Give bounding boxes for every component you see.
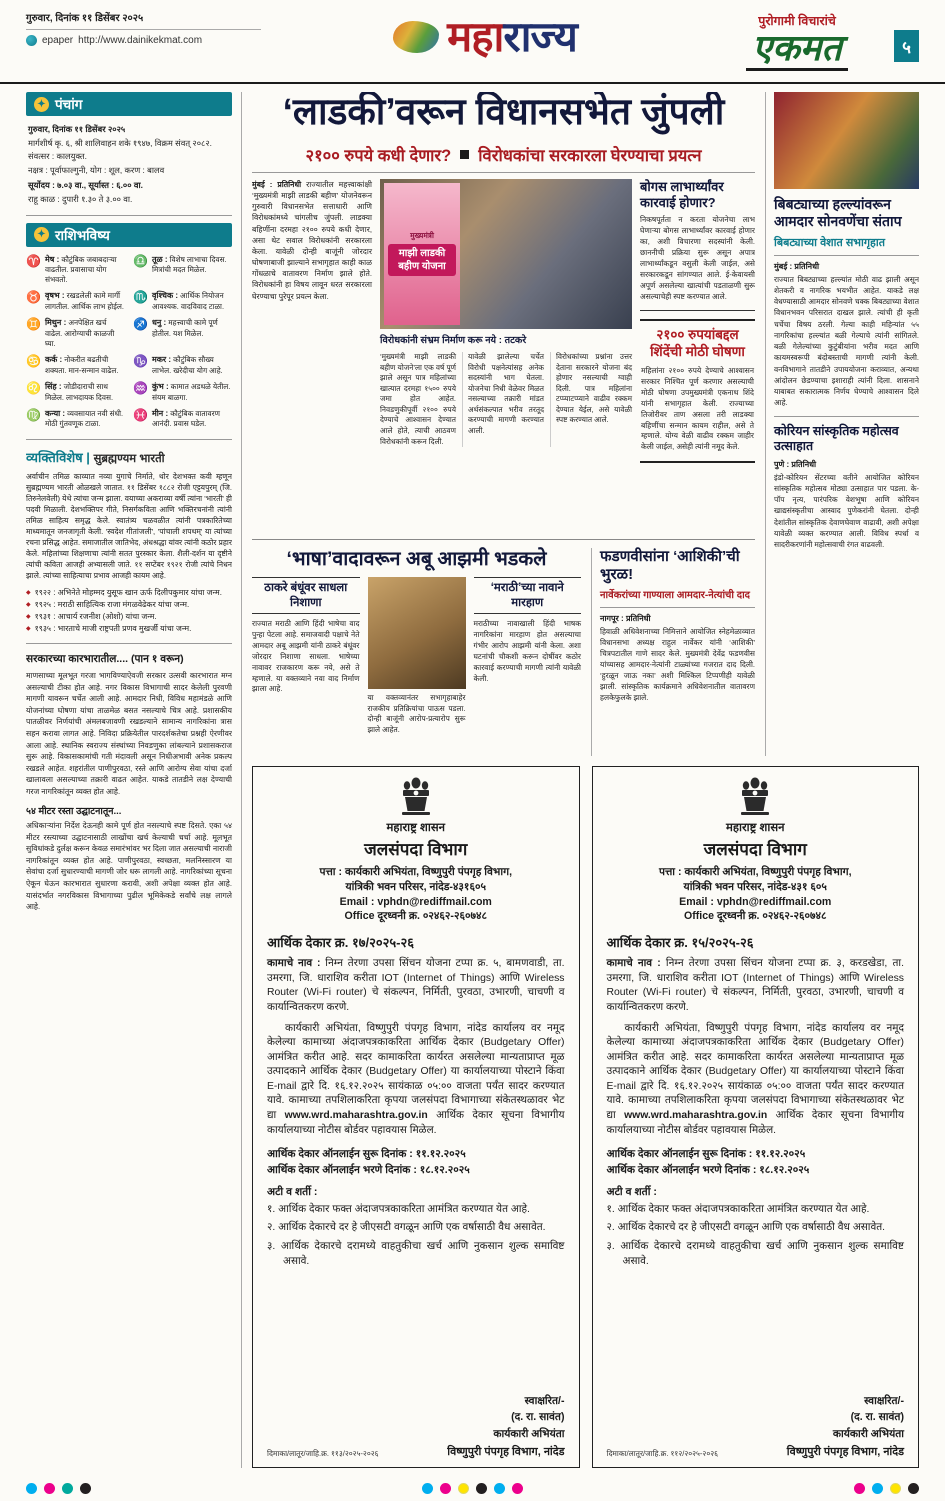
page-header: [0, 0, 945, 84]
rashi-item: [26, 355, 125, 376]
lead-col4: विरोधकांच्या प्रश्नांना उत्तर देताना सरकारने योजना बंद होणार नसल्याची ग्वाही दिली. पात्र महिलांना टप्प्याटप्प्याने वाढीव रक्कम देण्यात येईल, असे यावेळी स्पष्ट करण्यात आले.: [550, 352, 632, 447]
rashi-text: कौटुंबिक सौख्य लाभेल. खरेदीचा योग आहे.: [151, 354, 223, 375]
globe-icon: [26, 35, 37, 46]
rashi-name: सिंह :: [44, 381, 62, 391]
tender-dept: जलसंपदा विभाग: [364, 840, 468, 859]
tender-sign-title: कार्यकारी अभियंता: [493, 1427, 565, 1440]
tender-term: २. आर्थिक देकारचे दर हे जीएसटी वगळून आणि एक वर्षासाठी वैध असावेत.: [267, 1222, 546, 1234]
leopard-protest-photo: [774, 92, 919, 189]
aries-icon: ♈: [26, 253, 41, 268]
aquarius-icon: ♒: [133, 380, 148, 395]
lead-col2: ‘मुख्यमंत्री माझी लाडकी बहीण योजने’ला एक वर्ष पूर्ण झाले असून पात्र महिलांच्या खात्यात दरमहा १५०० रुपये जमा होत आहेत. निवडणुकीपूर्वी २१०० रुपये देण्याचे आश्वासन देण्यात आले होते, त्याची आठवण विरोधकांनी करून दिली.: [380, 351, 456, 446]
panchang-header: [26, 92, 232, 116]
bhasha-headline: ‘भाषा’वादावरून अबू आझमी भडकले: [286, 547, 547, 570]
sagittarius-icon: ♐: [133, 317, 148, 332]
vyakti-title: व्यक्तिविशेष |: [26, 450, 90, 466]
rashi-name: तूळ :: [151, 254, 168, 264]
lead-headline: ‘लाडकी’वरून विधानसभेत जुंपली: [282, 92, 725, 132]
abu-azmi-photo: [368, 577, 466, 689]
continued-body2: अधिकाऱ्यांना निर्देश देऊनही कामे पूर्ण होत नसल्याचे स्पष्ट दिसते. एका ५४ मीटर रस्त्याच्या उद्घाटनासाठी लाखोंचा खर्च केल्याची चर्चा आहे. मूलभूत सुविधांकडे दुर्लक्ष करून केवळ समारंभांवर भर दिला जात असल्याची नाराजी नागरिकांतून व्यक्त होत आहे. पाणीपुरवठा, स्वच्छता, मलनिस्सारण या सेवांचा दर्जा सुधारण्याची मागणी जोर धरू लागली आहे. नागरिकांच्या सूचना ऐकून घेऊन कारभारात सुधारणा करावी, अशी अपेक्षा व्यक्त होत आहे. यासंदर्भात नगरविकास विभागाच्या पुढील भूमिकेकडे सर्वांचे लक्ष लागले आहे.: [26, 821, 232, 912]
continued-subhead: ५४ मीटर रस्ता उद्घाटनातून...: [26, 806, 122, 818]
lead-dateline: मुंबई : प्रतिनिधी: [252, 179, 302, 189]
capricorn-icon: ♑: [133, 353, 148, 368]
tender-terms-title: अटी व शर्ती :: [606, 1185, 657, 1198]
rashi-item: [133, 409, 232, 430]
rashi-item: [26, 318, 125, 349]
aashiqui-headline: फडणवीसांना ‘आशिकी’ची भुरळ!: [600, 547, 740, 584]
ashoka-emblem-icon: [738, 777, 772, 817]
date-line: गुरुवार, दिनांक ११ डिसेंबर २०२५: [26, 10, 261, 30]
lead-subhead: [252, 139, 755, 173]
bogus-box: [640, 179, 755, 312]
tender-work: [607, 957, 905, 1015]
korean-dateline: पुणे : प्रतिनिधी: [774, 459, 817, 469]
tender-address1: पत्ता : कार्यकारी अभियंता, विष्णुपुरी पंपगृह विभाग,: [658, 866, 852, 878]
ladki-bahin-poster: [384, 183, 460, 325]
tender-work-text: निम्न तेरणा उपसा सिंचन योजना टप्पा क्र. ५, बामणवाडी, ता. उमरगा, जि. धाराशिव करीता IOT (Internet of Things) आणि Wireless Router (Wi-Fi router) चे संकल्पन, निर्मिती, पुरवठा, उभारणी, चाचणी व कार्यान्वितकरण करणे.: [267, 958, 565, 1013]
shinde-box-body: महिलांना २१०० रुपये देण्याचे आश्वासन सरकार निश्चित पूर्ण करणार असल्याची मोठी घोषणा उपमुख्यमंत्री एकनाथ शिंदे यांनी सभागृहात केली. राज्याच्या तिजोरीवर ताण असला तरी लाडक्या बहिणींचा सन्मान कायम राहील, असे ते म्हणाले. योग्य वेळी वाढीव रक्कम जाहीर केली जाईल, असेही त्यांनी नमूद केले.: [641, 366, 754, 452]
gemini-icon: ♊: [26, 317, 41, 332]
bhasha-left-title: ठाकरे बंधूंवर साधला निशाणा: [252, 577, 360, 614]
reg-dot-magenta: [854, 1483, 865, 1494]
bullet-icon: ◆: [26, 590, 31, 597]
bhasha-left-body: राज्यात मराठी आणि हिंदी भाषेचा वाद पुन्हा पेटला आहे. समाजवादी पक्षाचे नेते आमदार अबू आझमी यांनी ठाकरे बंधूंवर जोरदार निशाणा साधला. भाषेच्या नावावर राजकारण करू नये, असे ते म्हणाले. या वक्तव्याने नवा वाद निर्माण झाला आहे.: [252, 619, 360, 694]
masthead-rajya: राज्य: [503, 13, 577, 60]
taurus-icon: ♉: [26, 290, 41, 305]
rashi-header: [26, 223, 232, 247]
masthead-title: [447, 13, 577, 60]
panchang-title: पंचांग: [55, 97, 83, 112]
tender-para2-text: आर्थिक देकार सूचना विभागीय कार्यालयाच्या नोटीस बोर्डवर पहावयास मिळेल.: [606, 1109, 905, 1136]
panchang-body: [26, 116, 232, 216]
event-text: १९३१ : आचार्य रजनीश (ओशो) यांचा जन्म.: [34, 612, 157, 622]
tender-sign-label: स्वाक्षरित/-: [864, 1394, 904, 1407]
tagline: पुरोगामी विचारांचे: [758, 14, 836, 28]
rashi-text: व्यवसायात नवी संधी. मोठी गुंतवणूक टाळा.: [44, 408, 124, 429]
bullet-icon: ◆: [26, 626, 31, 633]
vyakti-section: [26, 440, 232, 644]
lead-subhead-rest: विरोधकांचा सरकारला घेरण्याचा प्रयत्न: [478, 146, 702, 165]
tender-term: १. आर्थिक देकार फक्त अंदाजपत्रकाकरिता आमंत्रित करण्यात येत आहे.: [606, 1203, 870, 1215]
registration-marks: [26, 1483, 919, 1494]
tender-sign-label: स्वाक्षरित/-: [524, 1394, 565, 1407]
aashiqui-dateline: नागपूर : प्रतिनिधी: [600, 613, 651, 623]
aashiqui-story: [591, 548, 755, 756]
event-item: [26, 611, 232, 623]
ashoka-emblem-icon: [399, 777, 433, 817]
virgo-icon: ♍: [26, 407, 41, 422]
bogus-box-body: निकषपूर्तता न करता योजनेचा लाभ घेणाऱ्या बोगस लाभार्थ्यांवर कारवाई होणार का, अशी विचारणा सदस्यांनी केली. छाननीची प्रक्रिया सुरू असून अपात्र लाभार्थ्यांकडून वसुली केली जाईल, असे सरकारकडून सांगण्यात आले. ई-केवायसी अपूर्ण असलेल्या खात्यांची पडताळणी सुरू असल्याचेही स्पष्ट करण्यात आले.: [640, 215, 755, 311]
reg-dot-black: [80, 1483, 91, 1494]
tender-term: २. आर्थिक देकारचे दर हे जीएसटी वगळून आणि एक वर्षासाठी वैध असावेत.: [606, 1222, 886, 1234]
tender-term: ३. आर्थिक देकारचे दरामध्ये वाहतुकीचा खर्च आणि नुकसान शुल्क समाविष्ट असावे.: [267, 1241, 565, 1267]
maharashtra-map-graphic: [393, 21, 439, 53]
reg-dot-magenta: [44, 1483, 55, 1494]
leopard-body: राज्यात बिबट्याच्या हल्ल्यांत मोठी वाढ झाली असून शेतकरी व नागरिक भयभीत आहेत. याकडे लक्ष वेधण्यासाठी आमदार सोनवणे चक्क बिबट्याच्या वेशात विधानभवन परिसरात दाखल झाले. त्यांची ही कृती चर्चेचा विषय ठरली. गेल्या काही महिन्यांत ५५ नागरिकांचा हल्ल्यांत बळी गेल्याचे त्यांनी सांगितले. बळी गेलेल्यांच्या कुटुंबीयांना भरीव मदत आणि कायमस्वरूपी बंदोबस्ताची मागणी त्यांनी केली. वनविभागाने तातडीने उपाययोजना कराव्यात, अन्यथा आंदोलन छेडण्याचा इशाराही त्यांनी दिला. शासनाने याबाबत सकारात्मक निर्णय घेण्याचे आश्वासन दिले आहे.: [774, 274, 919, 417]
tender-work-text: निम्न तेरणा उपसा सिंचन योजना टप्पा क्र. ३, करडखेडा, ता. उमरगा, जि. धाराशिव करीता IOT (Internet of Things) आणि Wireless Router (Wi-Fi router) चे संकल्पन, निर्मिती, पुरवठा, उभारणी, चाचणी व कार्यान्वितकरण करणे.: [606, 958, 904, 1013]
reg-dot-cyan: [422, 1483, 433, 1494]
tender-term: १. आर्थिक देकार फक्त अंदाजपत्रकाकरिता आमंत्रित करण्यात येत आहे.: [267, 1203, 530, 1215]
rashi-name: मिथुन :: [44, 318, 67, 328]
rashi-item: [133, 291, 232, 312]
tender-date-start: आर्थिक देकार ऑनलाईन सुरू दिनांक : ११.१२.२०२५: [267, 1148, 466, 1161]
rashi-text: कौटुंबिक वातावरण आनंदी. प्रवास घडेल.: [151, 408, 221, 429]
tender-term: ३. आर्थिक देकारचे दरामध्ये वाहतुकीचा खर्च आणि नुकसान शुल्क समाविष्ट असावे.: [606, 1241, 904, 1267]
rashi-name: कन्या :: [44, 408, 66, 418]
tender-terms-title: अटी व शर्ती :: [267, 1185, 318, 1198]
leopard-dateline: मुंबई : प्रतिनिधी: [774, 261, 820, 271]
tender-website-link[interactable]: www.wrd.maharashtra.gov.in: [284, 1109, 428, 1121]
bullet-icon: ◆: [26, 602, 31, 609]
rashi-item: [133, 382, 232, 403]
reg-dot-black: [476, 1483, 487, 1494]
tender-date-start: आर्थिक देकार ऑनलाईन सुरू दिनांक : ११.१२.२०२५: [606, 1148, 806, 1161]
korean-headline: कोरियन सांस्कृतिक महोत्सव उत्साहात: [774, 423, 899, 454]
rashi-name: वृश्चिक :: [151, 291, 178, 301]
tender-date-end: आर्थिक देकार ऑनलाईन भरणे दिनांक : १८.१२.२०२५: [267, 1164, 470, 1177]
shinde-box-title: २१०० रुपयांबद्दल शिंदेंची मोठी घोषणा: [650, 327, 745, 360]
panchang-line: नक्षत्र : पूर्वाफाल्गुनी, योग : शूल, करण : बालव: [28, 165, 165, 176]
tender-address1: पत्ता : कार्यकारी अभियंता, विष्णुपुरी पंपगृह विभाग,: [319, 866, 513, 878]
continued-article: [26, 644, 232, 912]
lead-col1: [252, 179, 372, 531]
rashi-text: कामात अडथळे येतील. संयम बाळगा.: [151, 381, 231, 402]
tender-office-name: विष्णुपुरी पंपगृह विभाग, नांदेड: [786, 1446, 904, 1458]
poster-top-text: मुख्यमंत्री: [410, 231, 434, 241]
tender-notices: [252, 766, 919, 1468]
reg-group-left: [26, 1483, 91, 1494]
rashi-text: अनपेक्षित खर्च वाढेल. आरोग्याची काळजी घ्या.: [44, 318, 115, 348]
rashi-item: [26, 382, 125, 403]
event-text: १९३५ : भारताचे माजी राष्ट्रपती प्रणव मुखर्जी यांचा जन्म.: [34, 624, 192, 634]
rashi-name: कुंभ :: [151, 381, 169, 391]
panchang-icon: ✦: [34, 97, 49, 112]
vyakti-body: अर्वाचीन तमिळ काव्यात नव्या युगाचे निर्माते, थोर देशभक्त कवी म्हणून सुब्रह्मण्यम भारती ओळखले जातात. ११ डिसेंबर १८८२ रोजी एट्टयपुरम् (जि. तिरुनेलवेली) येथे त्यांचा जन्म झाला. वयाच्या अकराव्या वर्षी त्यांना 'भारती' ही पदवी मिळाली. देशभक्तिपर गीते, निसर्गकविता आणि भक्तिरचनांनी त्यांनी तमिळ साहित्य समृद्ध केले. स्वातंत्र्य चळवळीत त्यांनी पत्रकारितेच्या माध्यमातून जनजागृती केली. 'स्वदेश गीतांजली', 'पांचाली शपथम्' या त्यांच्या रचना प्रसिद्ध आहेत. समाजातील जातिभेद, अंधश्रद्धा यांवर त्यांनी कठोर प्रहार केले. महिलांच्या शिक्षणाचा त्यांनी सतत पुरस्कार केला. शैली-दर्शन या दृष्टीने त्यांची कविता आजही अभ्यासली जाते. ११ सप्टेंबर १९२१ रोजी त्यांचे निधन झाले. त्यांच्या साहित्याचा प्रभाव आजही कायम आहे.: [26, 472, 232, 581]
tender-work-label: कामाचे नाव :: [267, 958, 326, 970]
right-column: [765, 92, 919, 756]
rashi-name: कर्क :: [44, 354, 63, 364]
korean-body: इंडो-कोरियन सेंटरच्या वतीने आयोजित कोरियन सांस्कृतिक महोत्सव मोठ्या उत्साहात पार पडला. के-पॉप नृत्य, पारंपरिक वेशभूषा आणि कोरियन खाद्यसंस्कृतीचा आस्वाद पुणेकरांनी घेतला. दोन्ही देशांतील सांस्कृतिक देवाणघेवाण वाढावी, अशी अपेक्षा यावेळी व्यक्त करण्यात आली. विविध स्पर्धा व सादरीकरणांनी महोत्सवाची रंगत वाढवली.: [774, 472, 919, 550]
tender-para: [607, 1022, 905, 1139]
rashi-title: राशिभविष्य: [55, 227, 110, 243]
continued-body: माणसाच्या मूलभूत गरजा भागविण्याऐवजी सरकार उत्सवी कारभारात मग्न असल्याची टीका होत आहे. नगर विकास विभागाची सादर केलेली पुरवणी मागणी यावरून चर्चेत आली आहे. आमदार निधी, विविध महामंडळे आणि योजनांच्या घोषणा यांचा ताळमेळ बसत नसल्याचे चित्र आहे. प्रशासकीय पातळीवर निर्णयांची अंमलबजावणी रखडल्याने सामान्य नागरिकांना त्रास सहन करावा लागत आहे. निविदा प्रक्रियेतील पारदर्शकतेचा प्रश्नही ऐरणीवर आला आहे. स्थानिक स्वराज्य संस्थांच्या निवडणुका लांबल्याने प्रशासकराज सुरू आहे. विकासकामांची गती मंदावली असून निधीअभावी अनेक प्रकल्प रखडले आहेत. शहरांतील पाणीपुरवठा, रस्ते आणि आरोग्य सेवा यांचा दर्जा खालावला असल्याच्या तक्रारी वाढत आहेत. याकडे तातडीने लक्ष देण्याची गरज नागरिकांतून व्यक्त होत आहे.: [26, 671, 232, 796]
tender-govt: महाराष्ट्र शासन: [725, 822, 785, 834]
rashi-text: महत्त्वाची कामे पूर्ण होतील. यश मिळेल.: [151, 318, 218, 338]
rashi-item: [26, 291, 125, 312]
lead-photo-caption: विरोधकांनी संभ्रम निर्माण करू नये : तटकरे: [380, 334, 527, 346]
leopard-subhead: बिबट्याच्या वेशात सभागृहात: [774, 235, 919, 256]
poster-main-text: माझी लाडकी बहीण योजना: [388, 244, 456, 276]
tender-offer-no: आर्थिक देकार क्र. १७/२०२५-२६: [267, 935, 414, 951]
scorpio-icon: ♏: [133, 290, 148, 305]
tender-govt: महाराष्ट्र शासन: [386, 822, 445, 834]
masthead-maha: महा: [447, 13, 504, 60]
continued-title: सरकारच्या कारभारातील.... (पान १ वरून): [26, 653, 184, 666]
lead-story: [252, 179, 755, 531]
tender-para2-text: आर्थिक देकार सूचना विभागीय कार्यालयाच्या नोटीस बोर्डवर पहावयास मिळेल.: [267, 1109, 565, 1136]
rashi-text: रखडलेली कामे मार्गी लागतील. आर्थिक लाभ होईल.: [44, 291, 124, 312]
aashiqui-subhead: नार्वेकरांच्या गाण्याला आमदार-नेत्यांची दाद: [600, 589, 755, 608]
tender-offer-no: आर्थिक देकार क्र. १५/२०२५-२६: [606, 935, 754, 951]
tender-phone: Office दूरध्वनी क्र. ०२४६२-२६०७४८: [344, 910, 487, 923]
tender-sign-name: (द. रा. सावंत): [850, 1411, 904, 1424]
event-item: [26, 587, 232, 599]
pisces-icon: ♓: [133, 407, 148, 422]
rashi-item: [26, 255, 125, 286]
rashi-name: मेष :: [44, 254, 60, 264]
bhasha-center-body: या वक्तव्यानंतर सभागृहाबाहेर राजकीय प्रतिक्रियांचा पाऊस पडला. दोन्ही बाजूंनी आरोप-प्रत्यारोप सुरू झाले आहेत.: [367, 693, 466, 734]
tender-sign-name: (द. रा. सावंत): [511, 1411, 565, 1424]
lead-photo: [380, 179, 632, 329]
tender-address2: यांत्रिकी भवन परिसर, नांदेड-४३१६०५: [345, 880, 486, 893]
cancer-icon: ♋: [26, 353, 41, 368]
panchang-line: सूर्योदय : ७.०३ वा., सूर्यास्त : ६.०० वा.: [28, 179, 143, 190]
vyakti-person: सुब्रह्मण्यम भारती: [93, 453, 165, 466]
rashi-name: मीन :: [151, 408, 169, 418]
leopard-headline: बिबट्याच्या हल्ल्यांवरून आमदार सोनवणेंचा संताप: [774, 196, 902, 230]
event-item: [26, 599, 232, 611]
reg-dot-cyan: [26, 1483, 37, 1494]
epaper-label[interactable]: epaper: [42, 35, 74, 46]
rashi-text: नोकरीत बढतीची शक्यता. मान-सन्मान वाढेल.: [44, 354, 119, 375]
reg-dot-teal: [62, 1483, 73, 1494]
tender-notice-2: [592, 766, 920, 1468]
lead-col3: यावेळी झालेल्या चर्चेत विरोधी पक्षनेत्यांसह अनेक सदस्यांनी भाग घेतला. योजनेचा निधी वेळेवर मिळत नसल्याच्या तक्रारी मांडत अर्थसंकल्पात भरीव तरतूद करण्याची मागणी करण्यात आली.: [462, 352, 544, 447]
tender-para-text: कार्यकारी अभियंता, विष्णुपुरी पंपगृह विभाग, नांदेड कार्यालय वर नमूद केलेल्या कामाच्या अंदाजपत्रकाकरिता आर्थिक देकार (Budgetary Offer) आमंत्रित करीत आहे. सदर कामाकरिता कार्यरत असलेल्या मान्यताप्राप्त मूळ उत्पादकाने आर्थिक देकार (Budgetary Offer) या कार्यालयाच्या पोस्टाने किंवा E-mail द्वारे दि. १६.१२.२०२५ सायंकाळ ०५:०० वाजता पर्यंत सादर करण्यात यावे. कामाच्या तपशिलाकरिता कृपया जलसंपदा विभागाच्या संकेतस्थळावर भेट द्या: [606, 1022, 904, 1121]
libra-icon: ♎: [133, 253, 148, 268]
rashi-icon: ✦: [34, 227, 49, 242]
rashi-grid: [26, 247, 232, 441]
bullet-icon: ◆: [26, 614, 31, 621]
tender-notice-1: [252, 766, 580, 1468]
rashi-text: विशेष लाभाचा दिवस. मित्रांची मदत मिळेल.: [151, 254, 227, 275]
rashi-name: धनु :: [151, 318, 167, 328]
aashiqui-body: हिवाळी अधिवेशनाच्या निमित्ताने आयोजित स्नेहमेळाव्यात विधानसभा अध्यक्ष राहुल नार्वेकर यांनी ‘आशिकी’ चित्रपटातील गाणे सादर केले. मुख्यमंत्री देवेंद्र फडणवीस यांच्यासह आमदार-नेत्यांनी टाळ्यांच्या गजरात दाद दिली. ‘हुरळून जाऊ नका’ अशी मिश्किल टिप्पणीही यावेळी झाली. सांस्कृतिक कार्यक्रमाने अधिवेशनातील वातावरण हलकेफुलके झाले.: [600, 626, 755, 703]
shinde-box: [640, 319, 755, 463]
reg-dot-magenta: [512, 1483, 523, 1494]
tender-work-label: कामाचे नाव :: [606, 958, 666, 970]
rashi-text: आर्थिक नियोजन आवश्यक. वादविवाद टाळा.: [151, 291, 225, 312]
panchang-line: गुरुवार, दिनांक ११ डिसेंबर २०२५: [28, 124, 126, 134]
tender-dept: जलसंपदा विभाग: [703, 840, 807, 859]
reg-dot-cyan: [872, 1483, 883, 1494]
bhasha-story: [252, 548, 581, 756]
tender-email[interactable]: Email : vphdn@rediffmail.com: [679, 895, 832, 908]
event-text: १९२५ : मराठी साहित्यिक राजा मंगळवेढेकर यांचा जन्म.: [34, 600, 190, 610]
panchang-line: राहू काळ : दुपारी १.३० ते ३.०० वा.: [28, 194, 133, 205]
leo-icon: ♌: [26, 380, 41, 395]
panchang-line: मार्गशीर्ष कृ. ६, श्री शालिवाहन शके १९४७, विक्रम संवत् २०८२. संवत्सर : कालयुक्त.: [28, 138, 212, 161]
tender-work: [267, 957, 565, 1015]
tender-website-link[interactable]: www.wrd.maharashtra.gov.in: [624, 1109, 768, 1121]
tender-date-end: आर्थिक देकार ऑनलाईन भरणे दिनांक : १८.१२.२०२५: [606, 1164, 810, 1177]
reg-dot-yellow: [890, 1483, 901, 1494]
reg-dot-magenta: [440, 1483, 451, 1494]
rashi-text: कौटुंबिक जबाबदाऱ्या वाढतील. प्रवासाचा योग संभवतो.: [44, 254, 117, 285]
square-bullet-icon: [460, 150, 469, 159]
brand-logo: एकमत: [746, 29, 848, 71]
page-number: ५: [894, 30, 919, 62]
rashi-name: मकर :: [151, 354, 172, 364]
bhasha-right-body: मराठीच्या नावाखाली हिंदी भाषक नागरिकांना मारहाण होत असल्याचा गंभीर आरोप आझमी यांनी केला. अशा घटनांची चौकशी करून दोषींवर कठोर कारवाई करण्याची मागणी त्यांनी यावेळी केली.: [473, 619, 581, 683]
tender-address2: यांत्रिकी भवन परिसर, नांदेड-४३१ ६०५: [683, 880, 827, 893]
tender-phone: Office दूरध्वनी क्र. ०२४६२-२६०७४८: [683, 910, 827, 923]
event-text: १९२२ : अभिनेते मोहम्मद युसूफ खान ऊर्फ दिलीपकुमार यांचा जन्म.: [34, 588, 222, 598]
main-column: [252, 92, 755, 756]
bogus-box-title: बोगस लाभार्थ्यांवर कारवाई होणार?: [640, 178, 724, 211]
tender-ad-ref: दिमाका/लातूर/जाहि.क्र. ११३/२०२५-२०२६: [267, 1449, 379, 1458]
tender-ad-ref: दिमाका/लातूर/जाहि.क्र. ११२/२०२५-२०२६: [606, 1449, 719, 1458]
tender-sign-title: कार्यकारी अभियंता: [832, 1427, 904, 1440]
lead-col1-text: राज्यातील महत्त्वाकांक्षी ‘मुख्यमंत्री माझी लाडकी बहीण’ योजनेवरून गुरुवारी विधानसभेत सत्ताधारी आणि विरोधकांमध्ये चांगलीच जुंपली. लाडक्या बहिणींना दरमहा २१०० रुपये कधी देणार, असा थेट सवाल विरोधकांनी सरकारला केला. यावेळी दोन्ही बाजूंनी जोरदार घोषणाबाजी झाल्याने सभागृहात काही काळ गोंधळाचे वातावरण निर्माण झाले होते. विरोधकांनी हा विषय लावून धरत सरकारला घेरण्याचा पुरेपूर प्रयत्न केला.: [252, 179, 372, 301]
rashi-text: जोडीदाराची साथ मिळेल. लाभदायक दिवस.: [44, 381, 113, 402]
tender-para-text: कार्यकारी अभियंता, विष्णुपुरी पंपगृह विभाग, नांदेड कार्यालय वर नमूद केलेल्या कामाच्या अंदाजपत्रकाकरिता आर्थिक देकार (Budgetary Offer) आमंत्रित करीत आहे. सदर कामाकरिता कार्यरत असलेल्या मान्यताप्राप्त मूळ उत्पादकाने आर्थिक देकार (Budgetary Offer) या कार्यालयाच्या पोस्टाने किंवा E-mail द्वारे दि. १६.१२.२०२५ सायंकाळ ०५:०० वाजता पर्यंत सादर करण्यात यावे. कामाच्या तपशिलाकरिता कृपया जलसंपदा विभागाच्या संकेतस्थळावर भेट द्या: [267, 1022, 565, 1121]
reg-dot-cyan: [494, 1483, 505, 1494]
rashi-name: वृषभ :: [44, 291, 65, 301]
lead-subhead-question: २१०० रुपये कधी देणार?: [305, 146, 452, 165]
left-sidebar: [26, 92, 242, 1468]
reg-group-right: [854, 1483, 919, 1494]
tender-office-name: विष्णुपुरी पंपगृह विभाग, नांदेड: [447, 1446, 565, 1458]
tender-email[interactable]: Email : vphdn@rediffmail.com: [339, 895, 492, 908]
tender-para: [267, 1022, 565, 1139]
reg-dot-black: [908, 1483, 919, 1494]
bhasha-right-title: ‘मराठी’च्या नावाने मारहाण: [474, 577, 582, 614]
reg-dot-yellow: [458, 1483, 469, 1494]
vyakti-events: [26, 587, 232, 644]
rashi-item: [133, 255, 232, 286]
rashi-item: [133, 318, 232, 349]
reg-group-center: [422, 1483, 523, 1494]
event-item: [26, 623, 232, 635]
site-url[interactable]: http://www.dainikekmat.com: [78, 35, 203, 46]
rashi-item: [26, 409, 125, 430]
rashi-item: [133, 355, 232, 376]
